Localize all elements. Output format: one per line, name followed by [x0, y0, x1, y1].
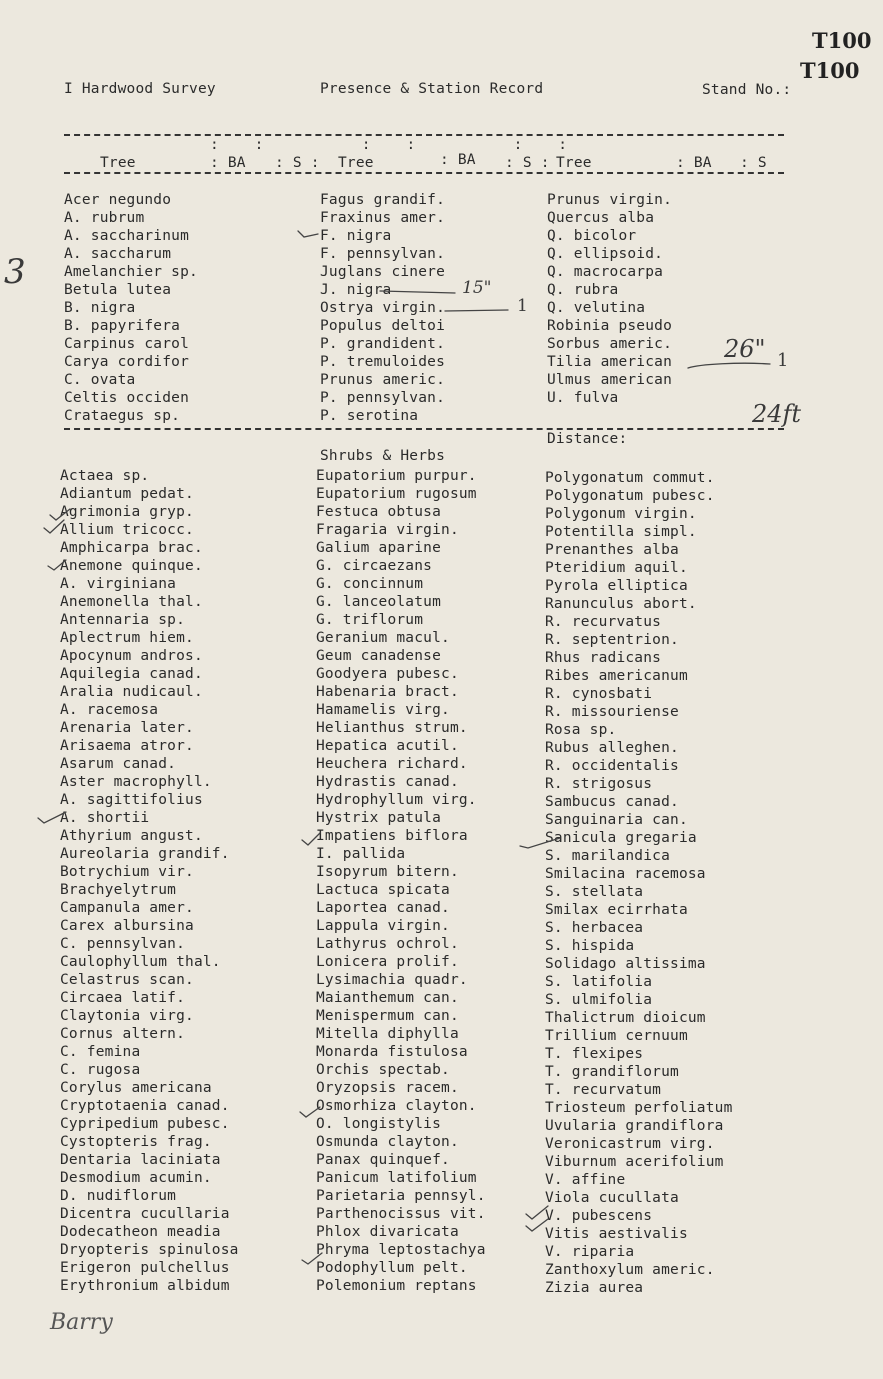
col-s-2: : S : [505, 155, 550, 171]
list-item: Cornus altern. [60, 1026, 186, 1042]
record-title: Presence & Station Record [320, 81, 544, 97]
col-ba-2: : BA [440, 152, 476, 168]
list-item: Brachyelytrum [60, 882, 177, 898]
list-item: Lonicera prolif. [316, 954, 459, 970]
list-item: Pteridium aquil. [545, 560, 688, 576]
list-item: Campanula amer. [60, 900, 194, 916]
list-item: F. pennsylvan. [320, 246, 446, 262]
list-item: Smilax ecirrhata [545, 902, 688, 918]
list-item: Aralia nudicaul. [60, 684, 203, 700]
list-item: Desmodium acumin. [60, 1170, 212, 1186]
list-item: Helianthus strum. [316, 720, 468, 736]
list-item: S. latifolia [545, 974, 653, 990]
list-item: R. missouriense [545, 704, 679, 720]
jnigra-ba-value: 15" [462, 278, 492, 298]
list-item: Polygonatum commut. [545, 470, 715, 486]
check-icon [298, 231, 318, 237]
list-item: Polygonatum pubesc. [545, 488, 715, 504]
list-item: Goodyera pubesc. [316, 666, 459, 682]
distance-label: Distance: [547, 431, 628, 447]
list-item: Prenanthes alba [545, 542, 679, 558]
list-item: Cypripedium pubesc. [60, 1116, 230, 1132]
list-item: Solidago altissima [545, 956, 706, 972]
list-item: C. femina [60, 1044, 141, 1060]
list-item: A. virginiana [60, 576, 177, 592]
list-item: Sorbus americ. [547, 336, 673, 352]
list-item: Q. velutina [547, 300, 646, 316]
list-item: Menispermum can. [316, 1008, 459, 1024]
list-item: Geranium macul. [316, 630, 450, 646]
list-item: G. triflorum [316, 612, 424, 628]
list-item: Carya cordifor [64, 354, 190, 370]
list-item: Corylus americana [60, 1080, 212, 1096]
list-item: Q. rubra [547, 282, 619, 298]
list-item: Celastrus scan. [60, 972, 194, 988]
tree-list-2 [320, 191, 445, 425]
list-item: Ulmus american [547, 372, 673, 388]
stand-number-stamp-2: T100 [800, 58, 860, 83]
list-item: C. pennsylvan. [60, 936, 186, 952]
list-item: O. longistylis [316, 1116, 442, 1132]
list-item: Galium aparine [316, 540, 442, 556]
list-item: Dryopteris spinulosa [60, 1242, 239, 1258]
list-item: Lysimachia quadr. [316, 972, 468, 988]
list-item: Dicentra cucullaria [60, 1206, 230, 1222]
col-tree-3: Tree [556, 155, 592, 171]
list-item: Impatiens biflora [316, 828, 468, 844]
list-item: D. nudiflorum [60, 1188, 177, 1204]
list-item: Allium tricocc. [60, 522, 194, 538]
list-item: Panax quinquef. [316, 1152, 450, 1168]
list-item: Dentaria laciniata [60, 1152, 221, 1168]
ostrya-line [445, 310, 508, 311]
list-item: Rubus alleghen. [545, 740, 679, 756]
tilia-line [688, 363, 770, 368]
list-item: Arisaema atror. [60, 738, 194, 754]
distance-value: 24ft [752, 400, 802, 428]
list-item: Podophyllum pelt. [316, 1260, 468, 1276]
list-item: Zanthoxylum americ. [545, 1262, 715, 1278]
list-item: Potentilla simpl. [545, 524, 697, 540]
list-item: Hydrophyllum virg. [316, 792, 477, 808]
list-item: P. grandident. [320, 336, 446, 352]
list-item: Eupatorium purpur. [316, 468, 477, 484]
list-item: Erigeron pulchellus [60, 1260, 230, 1276]
list-item: A. shortii [60, 810, 150, 826]
col-tree-1: Tree [100, 155, 136, 171]
list-item: P. pennsylvan. [320, 390, 446, 406]
list-item: S. hispida [545, 938, 635, 954]
list-item: Monarda fistulosa [316, 1044, 468, 1060]
list-item: F. nigra [320, 228, 392, 244]
list-item: Fagus grandif. [320, 192, 446, 208]
list-item: R. recurvatus [545, 614, 662, 630]
list-item: Laportea canad. [316, 900, 450, 916]
list-item: Crataegus sp. [64, 408, 181, 424]
list-item: Arenaria later. [60, 720, 194, 736]
list-item: Zizia aurea [545, 1280, 644, 1296]
list-item: P. serotina [320, 408, 419, 424]
list-item: Claytonia virg. [60, 1008, 194, 1024]
list-item: Viburnum acerifolium [545, 1154, 724, 1170]
list-item: R. strigosus [545, 776, 653, 792]
list-item: Lappula virgin. [316, 918, 450, 934]
list-item: Oryzopsis racem. [316, 1080, 459, 1096]
list-item: Parthenocissus vit. [316, 1206, 486, 1222]
list-item: B. papyrifera [64, 318, 181, 334]
list-item: Panicum latifolium [316, 1170, 477, 1186]
list-item: C. ovata [64, 372, 136, 388]
herb-list-2 [316, 467, 486, 1295]
col-s-1: : S : [275, 155, 320, 171]
col-tree-2: Tree [338, 155, 374, 171]
list-item: S. herbacea [545, 920, 644, 936]
list-item: G. concinnum [316, 576, 424, 592]
list-item: Prunus virgin. [547, 192, 673, 208]
margin-number: 3 [4, 252, 26, 292]
list-item: Botrychium vir. [60, 864, 194, 880]
list-item: I. pallida [316, 846, 406, 862]
list-item: Q. macrocarpa [547, 264, 664, 280]
list-item: Cystopteris frag. [60, 1134, 212, 1150]
list-item: Sanguinaria can. [545, 812, 688, 828]
tilia-ba-value: 26" [724, 335, 766, 363]
shrubs-herbs-label: Shrubs & Herbs [320, 448, 446, 464]
list-item: Sanicula gregaria [545, 830, 697, 846]
list-item: Aquilegia canad. [60, 666, 203, 682]
list-item: R. occidentalis [545, 758, 679, 774]
list-item: Fraxinus amer. [320, 210, 446, 226]
list-item: Hydrastis canad. [316, 774, 459, 790]
list-item: Pyrola elliptica [545, 578, 688, 594]
list-item: S. marilandica [545, 848, 671, 864]
list-item: Betula lutea [64, 282, 172, 298]
list-item: Caulophyllum thal. [60, 954, 221, 970]
list-item: Lathyrus ochrol. [316, 936, 459, 952]
list-item: A. racemosa [60, 702, 159, 718]
list-item: Polygonum virgin. [545, 506, 697, 522]
list-item: Osmunda clayton. [316, 1134, 459, 1150]
list-item: U. fulva [547, 390, 619, 406]
list-item: Robinia pseudo [547, 318, 673, 334]
list-item: Amelanchier sp. [64, 264, 198, 280]
list-item: J. nigra [320, 282, 392, 298]
list-item: Vitis aestivalis [545, 1226, 688, 1242]
trees-rule [64, 428, 784, 430]
herb-list-1 [60, 467, 239, 1295]
list-item: Hamamelis virg. [316, 702, 450, 718]
list-item: Rhus radicans [545, 650, 662, 666]
col-ba-3: : BA [676, 155, 712, 171]
list-item: Lactuca spicata [316, 882, 450, 898]
list-item: S. stellata [545, 884, 644, 900]
list-item: Osmorhiza clayton. [316, 1098, 477, 1114]
list-item: Smilacina racemosa [545, 866, 706, 882]
list-item: Rosa sp. [545, 722, 617, 738]
list-item: Q. bicolor [547, 228, 637, 244]
col-s-3: : S [740, 155, 767, 171]
ostrya-tally: 1 [517, 296, 528, 316]
list-item: Amphicarpa brac. [60, 540, 203, 556]
list-item: Phlox divaricata [316, 1224, 459, 1240]
list-item: Antennaria sp. [60, 612, 186, 628]
list-item: Tilia american [547, 354, 673, 370]
list-item: Adiantum pedat. [60, 486, 194, 502]
list-item: Q. ellipsoid. [547, 246, 664, 262]
list-item: Athyrium angust. [60, 828, 203, 844]
list-item: Carpinus carol [64, 336, 190, 352]
list-item: Orchis spectab. [316, 1062, 450, 1078]
list-item: Apocynum andros. [60, 648, 203, 664]
list-item: P. tremuloides [320, 354, 446, 370]
list-item: Ribes americanum [545, 668, 688, 684]
herb-list-3 [545, 469, 733, 1297]
list-item: Mitella diphylla [316, 1026, 459, 1042]
list-item: A. saccharinum [64, 228, 190, 244]
signature: Barry [50, 1310, 113, 1335]
list-item: Juglans cinere [320, 264, 446, 280]
list-item: Quercus alba [547, 210, 655, 226]
list-item: Maianthemum can. [316, 990, 459, 1006]
list-item: V. affine [545, 1172, 626, 1188]
list-item: T. flexipes [545, 1046, 644, 1062]
list-item: Actaea sp. [60, 468, 150, 484]
list-item: R. septentrion. [545, 632, 679, 648]
list-item: Polemonium reptans [316, 1278, 477, 1294]
list-item: C. rugosa [60, 1062, 141, 1078]
list-item: Parietaria pennsyl. [316, 1188, 486, 1204]
list-item: Viola cucullata [545, 1190, 679, 1206]
list-item: Heuchera richard. [316, 756, 468, 772]
list-item: Populus deltoi [320, 318, 446, 334]
header-rule-bottom [64, 172, 784, 174]
list-item: Uvularia grandiflora [545, 1118, 724, 1134]
list-item: Aureolaria grandif. [60, 846, 230, 862]
list-item: Hystrix patula [316, 810, 442, 826]
list-item: Celtis occiden [64, 390, 190, 406]
list-item: A. rubrum [64, 210, 145, 226]
list-item: Carex albursina [60, 918, 194, 934]
list-item: V. riparia [545, 1244, 635, 1260]
list-item: B. nigra [64, 300, 136, 316]
list-item: A. saccharum [64, 246, 172, 262]
list-item: Ranunculus abort. [545, 596, 697, 612]
list-item: Thalictrum dioicum [545, 1010, 706, 1026]
list-item: Fragaria virgin. [316, 522, 459, 538]
list-item: T. recurvatum [545, 1082, 662, 1098]
list-item: G. lanceolatum [316, 594, 442, 610]
list-item: Festuca obtusa [316, 504, 442, 520]
tree-list-3 [547, 191, 672, 407]
col-ba-1: : BA [210, 155, 246, 171]
list-item: Agrimonia gryp. [60, 504, 194, 520]
list-item: Dodecatheon meadia [60, 1224, 221, 1240]
list-item: Ostrya virgin. [320, 300, 446, 316]
list-item: G. circaezans [316, 558, 433, 574]
list-item: V. pubescens [545, 1208, 653, 1224]
list-item: Sambucus canad. [545, 794, 679, 810]
list-item: Geum canadense [316, 648, 442, 664]
list-item: A. sagittifolius [60, 792, 203, 808]
list-item: Isopyrum bitern. [316, 864, 459, 880]
list-item: Eupatorium rugosum [316, 486, 477, 502]
list-item: Triosteum perfoliatum [545, 1100, 733, 1116]
list-item: T. grandiflorum [545, 1064, 679, 1080]
list-item: Circaea latif. [60, 990, 186, 1006]
list-item: Anemonella thal. [60, 594, 203, 610]
list-item: Habenaria bract. [316, 684, 459, 700]
list-item: Cryptotaenia canad. [60, 1098, 230, 1114]
list-item: Anemone quinque. [60, 558, 203, 574]
list-item: R. cynosbati [545, 686, 653, 702]
stand-number-stamp-1: T100 [812, 28, 872, 53]
list-item: Trillium cernuum [545, 1028, 688, 1044]
list-item: S. ulmifolia [545, 992, 653, 1008]
list-item: Asarum canad. [60, 756, 177, 772]
tree-list-1 [64, 191, 198, 425]
colon-row: : : : : : : [210, 137, 568, 153]
list-item: Prunus americ. [320, 372, 446, 388]
tilia-tally: 1 [777, 350, 789, 371]
list-item: Veronicastrum virg. [545, 1136, 715, 1152]
list-item: Hepatica acutil. [316, 738, 459, 754]
list-item: Acer negundo [64, 192, 172, 208]
list-item: Aplectrum hiem. [60, 630, 194, 646]
list-item: Phryma leptostachya [316, 1242, 486, 1258]
list-item: Erythronium albidum [60, 1278, 230, 1294]
stand-number-label: Stand No.: [702, 82, 792, 98]
survey-title: I Hardwood Survey [64, 81, 216, 97]
list-item: Aster macrophyll. [60, 774, 212, 790]
